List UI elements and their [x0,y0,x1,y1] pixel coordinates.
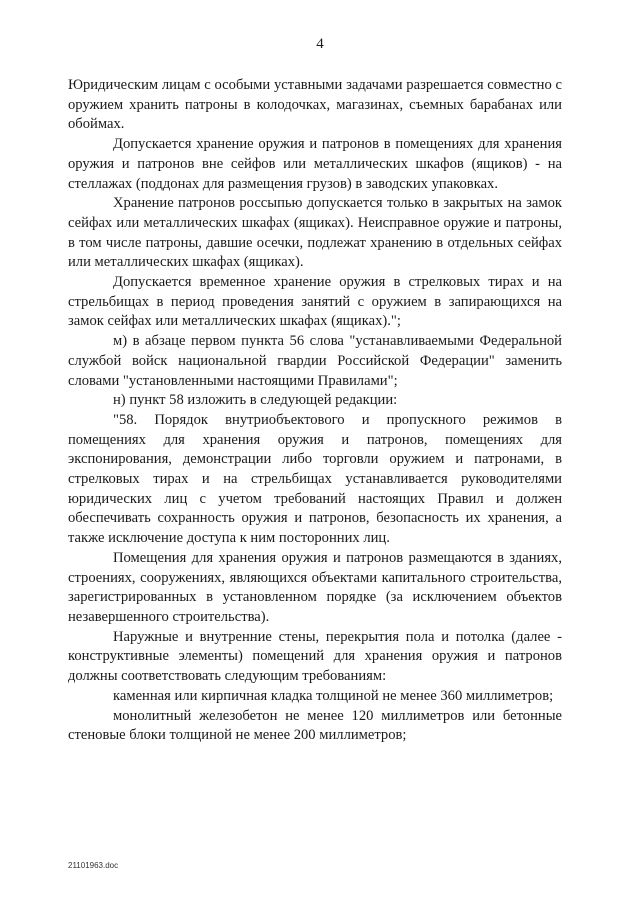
footer-document-id: 21101963.doc [68,861,119,870]
page-number: 4 [316,36,324,52]
document-body [68,76,562,746]
paragraph-concrete-requirement: монолитный железобетон не менее 120 миллиметров или бетонные стеновые блоки толщиной не менее 200 миллиметров; [68,707,562,744]
paragraph-storage-on-racks: Допускается хранение оружия и патронов в помещениях для хранения оружия и патронов вне сейфов или металлических шкафов (ящиков) - на стеллажах (поддонах для размещения грузов) в заводских упаковках. [68,136,562,192]
paragraph-temporary-storage: Допускается временное хранение оружия в стрелковых тирах и на стрельбищах в период проведения занятий с оружием в запирающихся на замок сейфах или металлических шкафах (ящиках)."; [68,274,562,330]
paragraph-structural-elements: Наружные и внутренние стены, перекрытия пола и потолка (далее - конструктивные элементы) помещений для хранения оружия и патронов должны соответствовать следующим требованиям: [68,628,562,685]
paragraph-item-m: м) в абзаце первом пункта 56 слова "устанавливаемыми Федеральной службой войск национальной гвардии Российской Федерации" заменить словами "установленными настоящими Правилами"; [68,333,562,389]
paragraph-premises-placement: Помещения для хранения оружия и патронов размещаются в зданиях, строениях, сооружениях, являющихся объектами капитального строительства, зарегистрированных в установленном порядке (за исключением объектов незавершенного строительства). [68,549,562,625]
paragraph-masonry-requirement: каменная или кирпичная кладка толщиной не менее 360 миллиметров; [113,687,554,704]
paragraph-loose-cartridges: Хранение патронов россыпью допускается только в закрытых на замок сейфах или металлических шкафах (ящиках). Неисправное оружие и патроны, в том числе патроны, давшие осечки, подлежат хранению в отдельных сейфах или металлических шкафах (ящиках). [68,195,562,271]
paragraph-item-n: н) пункт 58 изложить в следующей редакции: [113,392,398,409]
paragraph-point-58: "58. Порядок внутриобъектового и пропускного режимов в помещениях для хранения оружия и патронов, помещениях для экспонирования, демонстрации либо торговли оружием и патронами, в стрелковых тирах и на стрельбищах устанавливается руководителями юридических лиц с учетом требований настоящих Правил и должен обеспечивать сохранность оружия и патронов, безопасность их хранения, а также исключение доступа к ним посторонних лиц. [68,411,562,547]
paragraph-cartridges-in-magazines: Юридическим лицам с особыми уставными задачами разрешается совместно с оружием хранить патроны в колодочках, магазинах, съемных барабанах или обоймах. [68,77,562,133]
